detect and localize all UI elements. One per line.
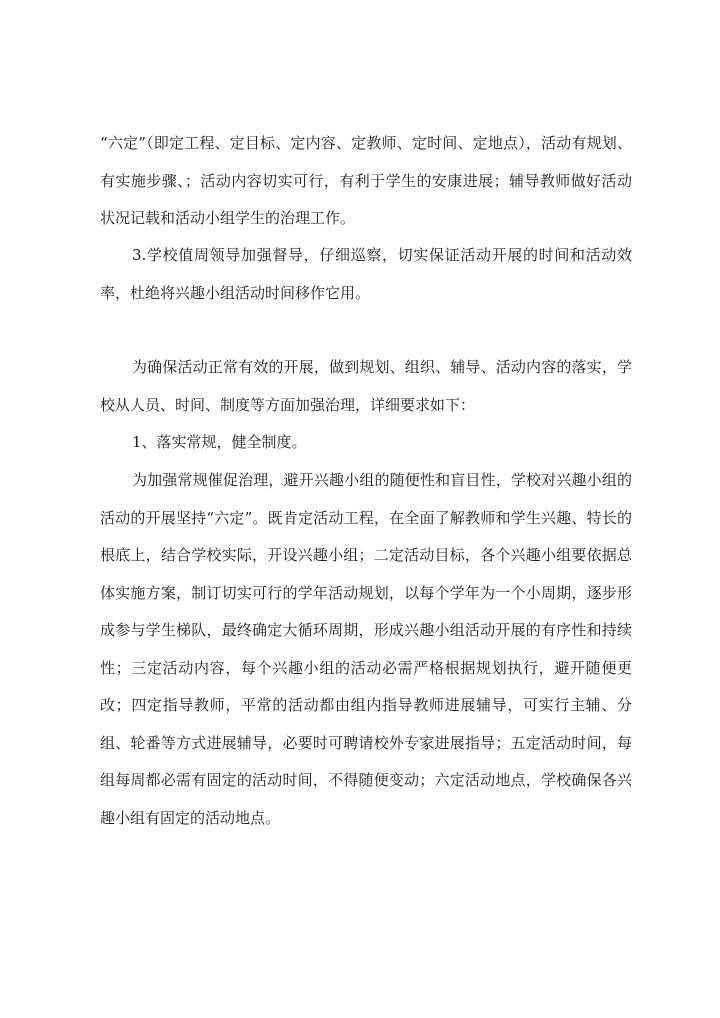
paragraph-six-fixed-continued: “六定”（即定工程、定目标、定内容、定教师、定时间、定地点），活动有规划、有实施步骤、；活动内容切实可行，有利于学生的安康进展；辅导教师做好活动状况记载和活动小组学生的治理工作。 bbox=[100, 134, 632, 227]
paragraph-management-intro: 为确保活动正常有效的开展，做到规划、组织、辅导、活动内容的落实，学校从人员、时间、制度等方面加强治理，详细要求如下： bbox=[100, 358, 632, 414]
paragraph-supervision: 3.学校值周领导加强督导，仔细巡察，切实保证活动开展的时间和活动效率，杜绝将兴趣小组活动时间移作它用。 bbox=[100, 246, 632, 302]
section-heading-routine: 1、落实常规，健全制度。 bbox=[132, 433, 307, 451]
paragraph-six-fixed-details: 为加强常规催促治理，避开兴趣小组的随便性和盲目性，学校对兴趣小组的活动的开展坚持“六定”。既肯定活动工程，在全面了解教师和学生兴趣、特长的根底上，结合学校实际，开设兴趣小组；二定活动目标，各个兴趣小组要依据总体实施方案，制订切实可行的学年活动规划，以每个学年为一个小周期，逐步形成参与学生梯队，最终确定大循环周期，形成兴趣小组活动开展的有序性和持续性；三定活动内容，每个兴趣小组的活动必需严格根据规划执行，避开随便更改；四定指导教师，平常的活动都由组内指导教师进展辅导，可实行主辅、分组、轮番等方式进展辅导，必要时可聘请校外专家进展指导；五定活动时间，每组每周都必需有固定的活动时间，不得随便变动；六定活动地点，学校确保各兴趣小组有固定的活动地点。 bbox=[100, 471, 632, 827]
